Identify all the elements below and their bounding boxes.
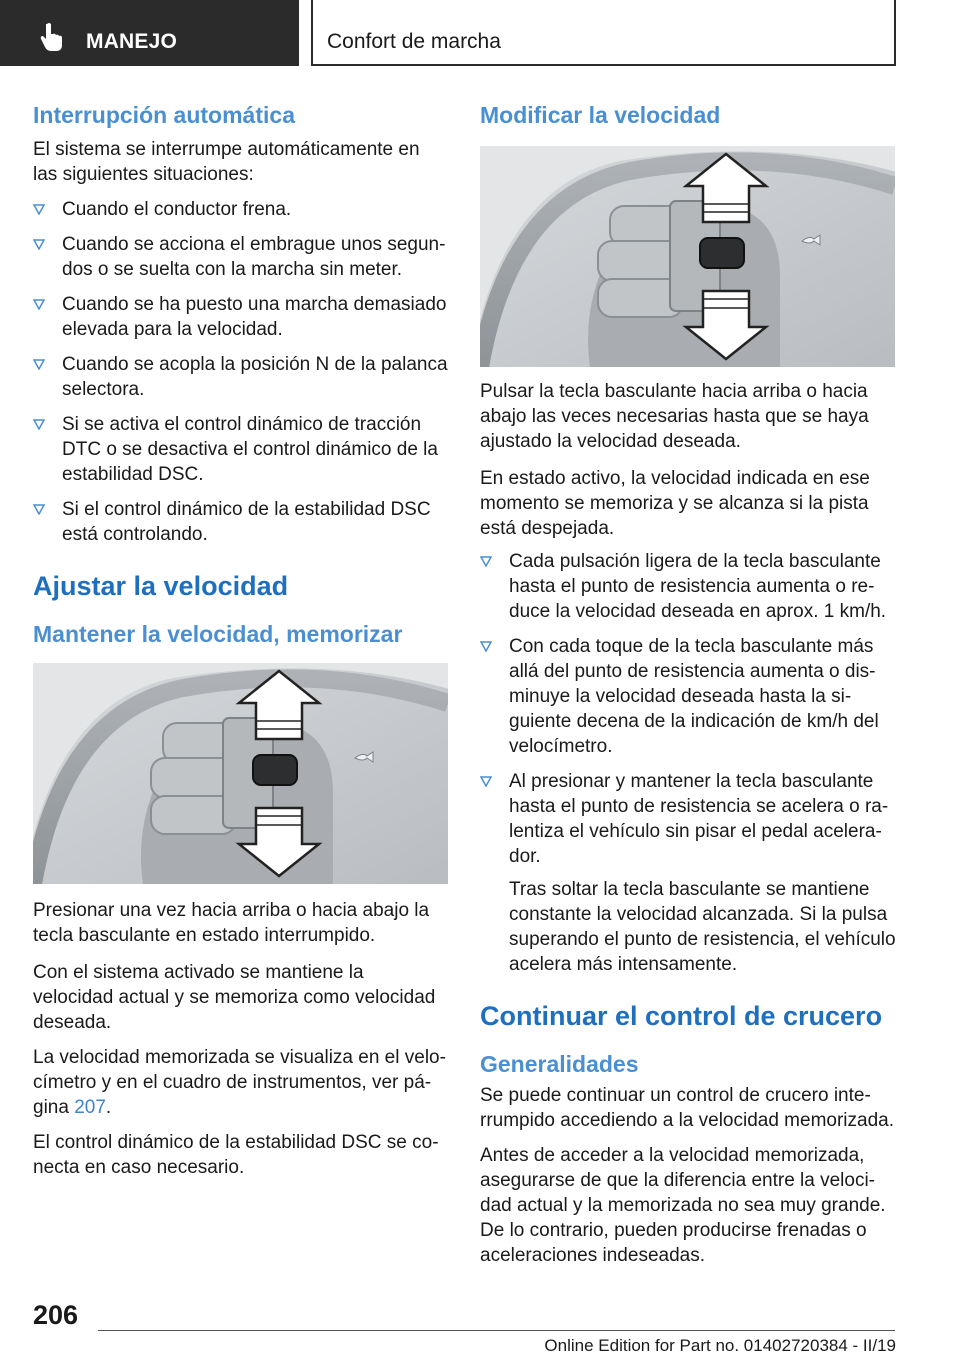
list-interrupcion: [33, 197, 449, 547]
heading-interrupcion: Interrupción automática: [33, 102, 295, 128]
list-item: Cuando el conductor frena.: [33, 197, 449, 222]
page-reference-link[interactable]: 207: [74, 1097, 106, 1118]
list-item: Cuando se ha puesto una marcha demasiado elevada para la velocidad.: [33, 292, 449, 342]
para-pulsar: Pulsar la tecla basculante hacia arriba o hacia abajo las veces necesarias hasta que se haya ajustado la velocidad deseada.: [480, 381, 869, 452]
steering-wheel-figure-2: [480, 146, 895, 367]
steering-wheel-figure: [33, 663, 448, 884]
section-label: MANEJO: [86, 30, 178, 53]
triangle-bullet-icon: [33, 204, 45, 215]
steering-wheel-buttons-illustration: [33, 663, 448, 884]
section-tab: [0, 0, 299, 66]
heading-mantener: Mantener la velocidad, memorizar: [33, 621, 403, 647]
right-column: [480, 100, 896, 1268]
list-item: Cuando se acopla la posición N de la palanca selectora.: [33, 352, 449, 402]
para-dsc: El control dinámico de la estabilidad DSC se co‐necta en caso necesario.: [33, 1132, 439, 1178]
triangle-bullet-icon: [33, 359, 45, 370]
para-sistema-activado: Con el sistema activado se mantiene la velocidad actual y se memoriza como velocidad deseada.: [33, 962, 436, 1033]
list-item: Al presionar y mantener la tecla basculante hasta el punto de resistencia se acelera o ra‐lentiza el vehículo sin pisar el pedal acelera‐dor. Tras soltar la tecla basculante se mantiene constante la velocidad alcanzada. Si la pulsa superando el punto de resistencia, el vehículo acelera más intensamente.: [480, 769, 896, 977]
para-velocidad-memorizada: La velocidad memorizada se visualiza en el velo‐címetro y en el cuadro de instrumentos, ver pá‐gina 207.: [33, 1047, 446, 1118]
triangle-bullet-icon: [33, 299, 45, 310]
bullet-note: Tras soltar la tecla basculante se mantiene constante la velocidad alcanzada. Si la pulsa superando el punto de resistencia, el vehículo acelera más intensamente.: [509, 879, 896, 975]
page-number: 206: [33, 1300, 79, 1330]
triangle-bullet-icon: [480, 776, 492, 787]
list-modificar: [480, 549, 896, 977]
left-column: [33, 100, 449, 1180]
para-presionar: Presionar una vez hacia arriba o hacia abajo la tecla basculante en estado interrumpido.: [33, 900, 430, 946]
heading-continuar: Continuar el control de crucero: [480, 1001, 883, 1031]
footer-edition: Online Edition for Part no. 01402720384 - II/19: [544, 1336, 896, 1355]
list-item: Si se activa el control dinámico de tracción DTC o se desactiva el control dinámico de la estabilidad DSC.: [33, 412, 449, 487]
para-continuar: Se puede continuar un control de crucero inte‐rrumpido accediendo a la velocidad memorizada.: [480, 1085, 895, 1131]
steering-wheel-buttons-illustration: [480, 146, 895, 367]
chapter-tab: [311, 0, 896, 66]
heading-ajustar: Ajustar la velocidad: [33, 571, 289, 601]
para-antes: Antes de acceder a la velocidad memorizada, asegurarse de que la diferencia entre la veloci‐dad actual y la memorizada no sea muy grande. De lo contrario, pueden producirse frenadas o aceleraciones indeseadas.: [480, 1145, 886, 1266]
list-item: Si el control dinámico de la estabilidad DSC está controlando.: [33, 497, 449, 547]
page-header: [0, 0, 960, 66]
para-interrupcion: El sistema se interrumpe automáticamente en las siguientes situaciones:: [33, 139, 420, 185]
list-item: Con cada toque de la tecla basculante más allá del punto de resistencia aumenta o dis‐minuye la velocidad deseada hasta la si‐guiente decena de la indicación de km/h del velocímetro.: [480, 634, 896, 759]
hand-pointer-icon: [40, 22, 66, 52]
para-estado-activo: En estado activo, la velocidad indicada en ese momento se memoriza y se alcanza si la pista está despejada.: [480, 468, 870, 539]
list-item: Cuando se acciona el embrague unos segun‐dos o se suelta con la marcha sin meter.: [33, 232, 449, 282]
heading-modificar: Modificar la velocidad: [480, 102, 721, 128]
triangle-bullet-icon: [480, 641, 492, 652]
triangle-bullet-icon: [33, 239, 45, 250]
triangle-bullet-icon: [33, 504, 45, 515]
footer-divider: [98, 1330, 895, 1331]
triangle-bullet-icon: [480, 556, 492, 567]
triangle-bullet-icon: [33, 419, 45, 430]
heading-generalidades: Generalidades: [480, 1051, 639, 1077]
list-item: Cada pulsación ligera de la tecla basculante hasta el punto de resistencia aumenta o re‐duce la velocidad deseada en aprox. 1 km/h.: [480, 549, 896, 624]
chapter-label: Confort de marcha: [327, 30, 501, 53]
